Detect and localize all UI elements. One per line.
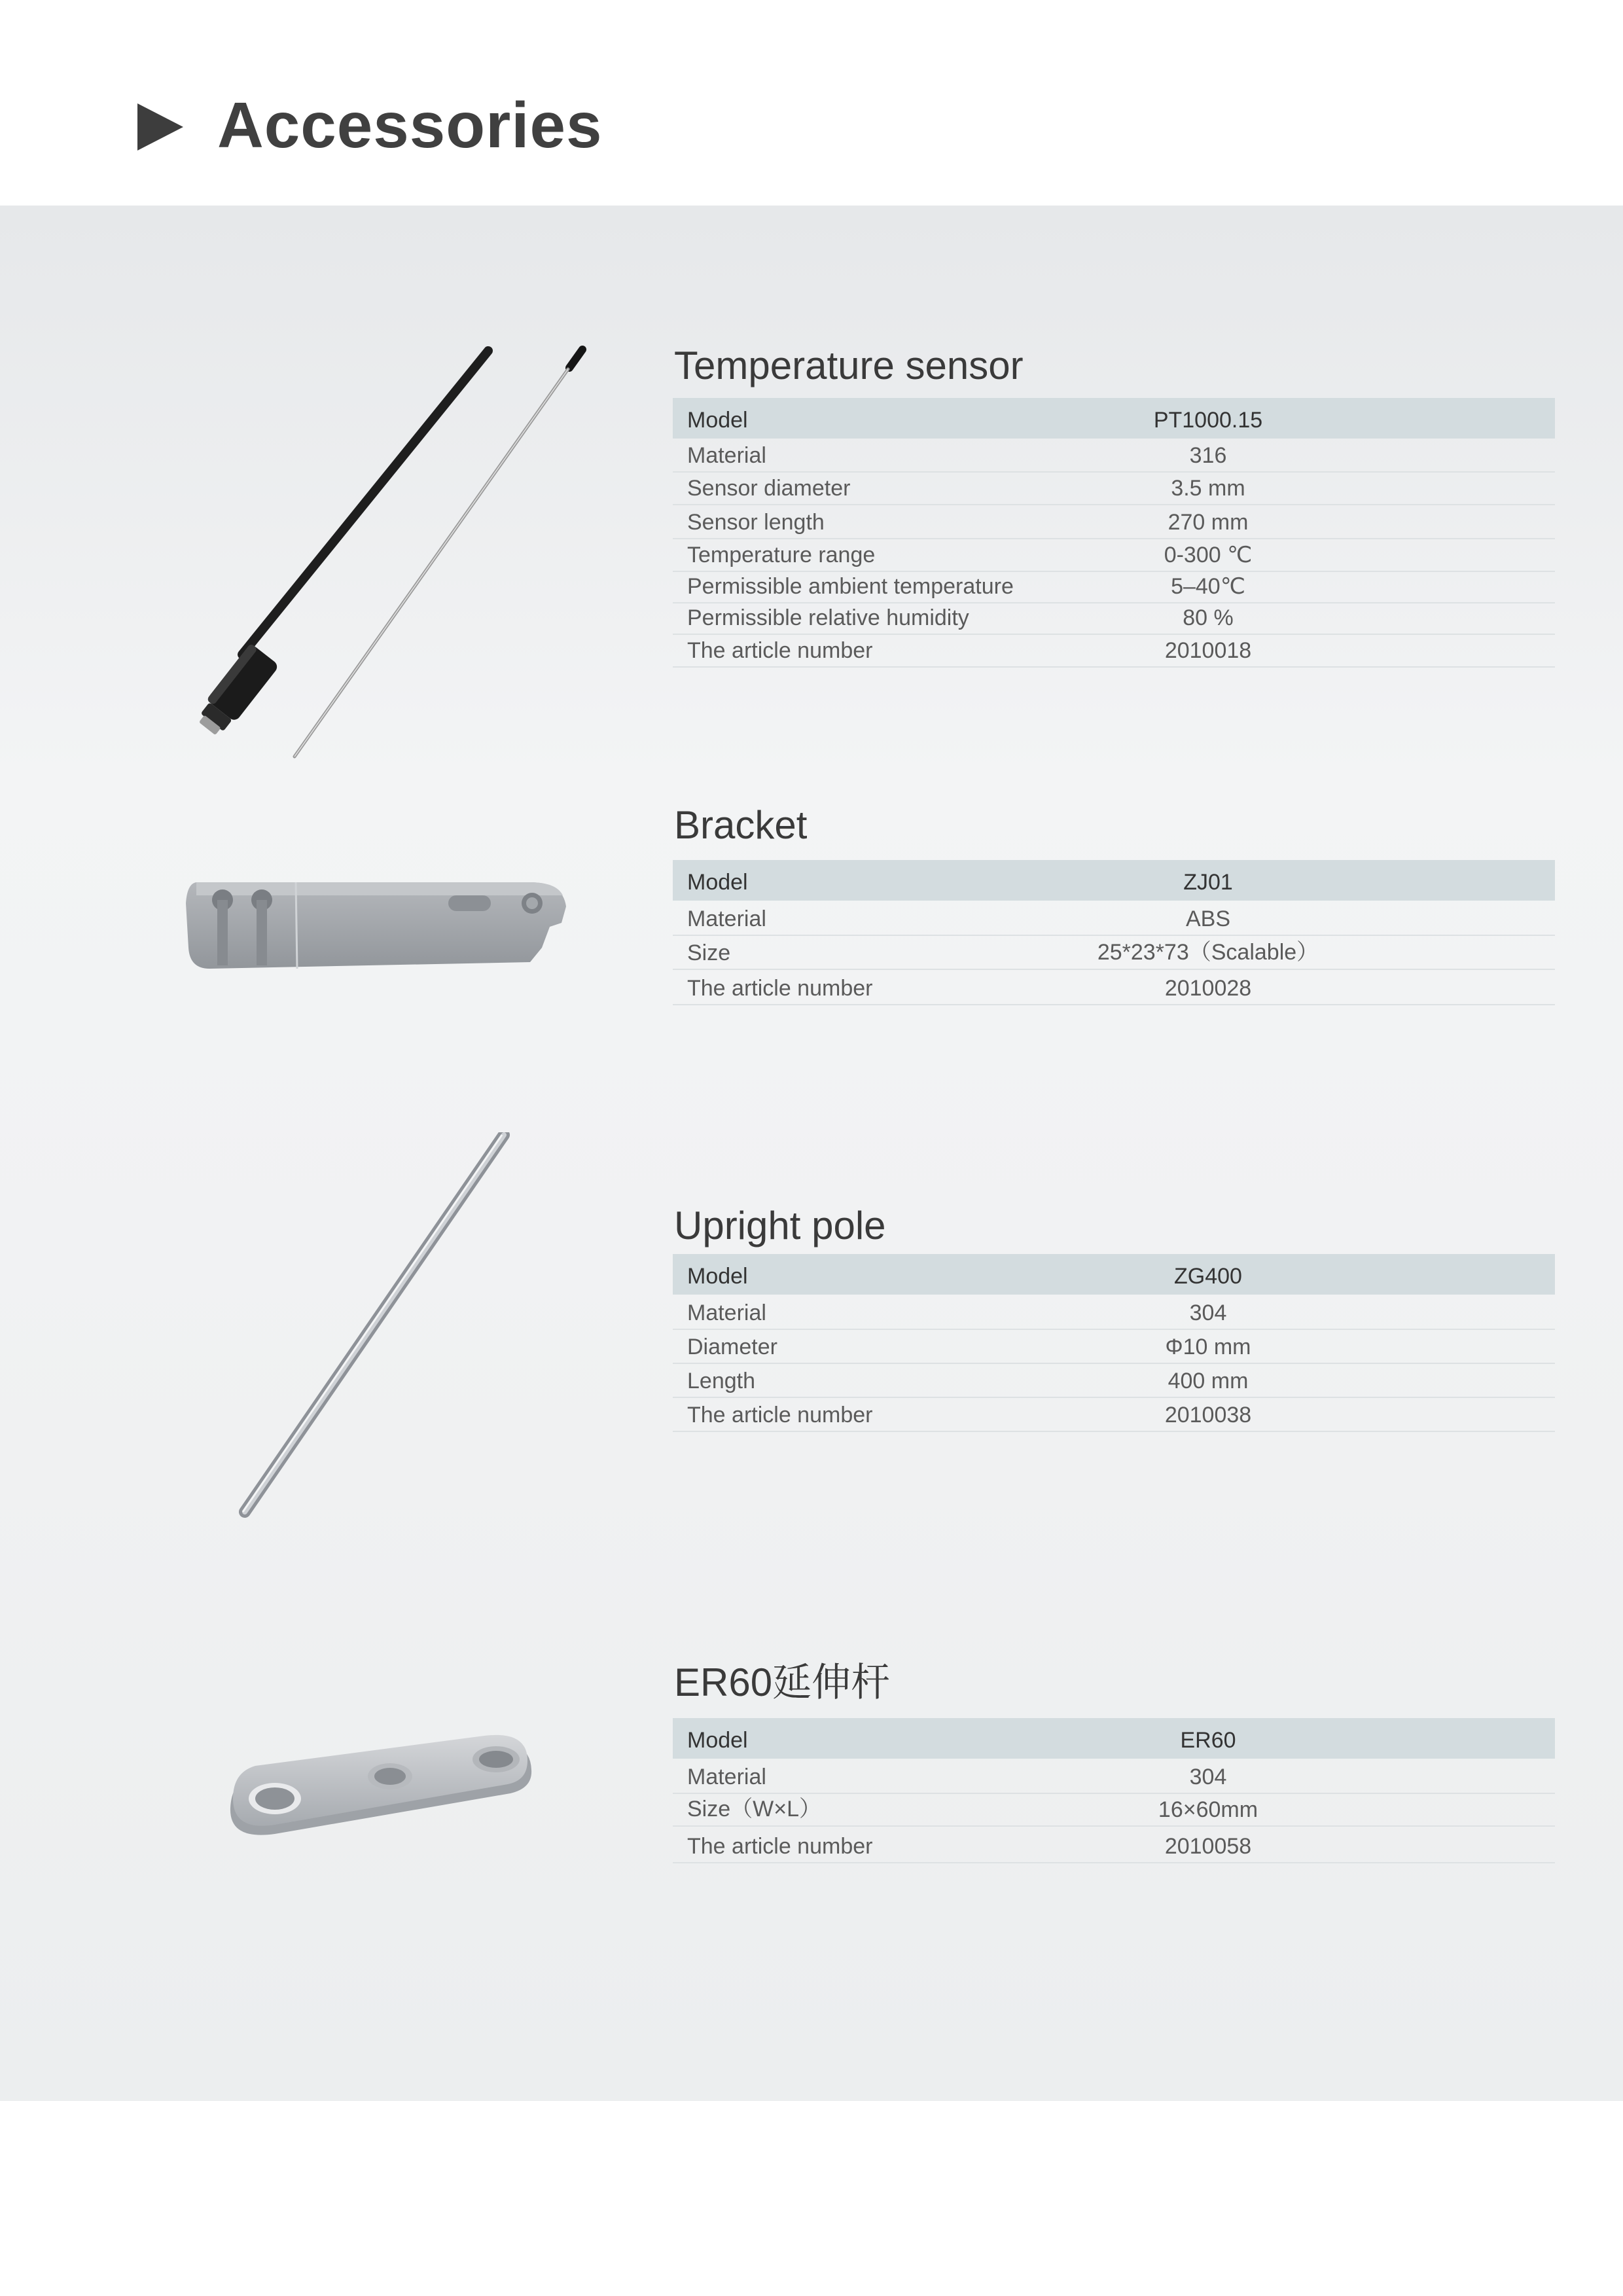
header-value: PT1000.15: [1153, 408, 1263, 433]
section-title-temperature-sensor: Temperature sensor: [674, 344, 1024, 387]
row-label: The article number: [687, 638, 873, 663]
spec-table-er60: [673, 1718, 1555, 1863]
row-value: 270 mm: [1168, 510, 1249, 535]
row-label: Permissible ambient temperature: [687, 574, 1014, 599]
row-value: 2010038: [1164, 1403, 1252, 1427]
table-header-row: [673, 1718, 1555, 1759]
header-label: Model: [687, 870, 748, 895]
row-label: Material: [687, 906, 766, 931]
table-row: [673, 1295, 1555, 1330]
table-row: [673, 439, 1555, 473]
spec-table-bracket: [673, 860, 1555, 1005]
table-row: [673, 1827, 1555, 1863]
table-header-row: [673, 1254, 1555, 1295]
table-header-row: [673, 398, 1555, 439]
row-value: ABS: [1185, 906, 1231, 931]
row-value: 2010018: [1164, 638, 1252, 663]
row-value: 2010028: [1164, 976, 1252, 1001]
row-label: Material: [687, 1300, 766, 1325]
row-label: Sensor diameter: [687, 476, 851, 501]
table-row: [673, 1759, 1555, 1794]
table-row: [673, 1364, 1555, 1398]
row-label: Sensor length: [687, 510, 825, 535]
row-label: The article number: [687, 976, 873, 1001]
row-value: 304: [1189, 1300, 1227, 1325]
table-row: [673, 970, 1555, 1005]
row-value: 304: [1189, 1765, 1227, 1789]
table-row: [673, 473, 1555, 505]
spec-table-temperature-sensor: [673, 398, 1555, 668]
page-footer: [0, 2101, 1623, 2296]
row-value: 0-300 ℃: [1164, 543, 1253, 567]
table-row: [673, 1794, 1555, 1827]
table-row: [673, 901, 1555, 936]
row-value: 5–40℃: [1171, 574, 1245, 599]
table-row: [673, 1330, 1555, 1364]
row-value: 16×60mm: [1158, 1797, 1258, 1822]
bracket-image: [183, 870, 576, 982]
row-value: 25*23*73（Scalable）: [1097, 940, 1319, 965]
row-value: 316: [1189, 443, 1227, 468]
table-row: [673, 539, 1555, 572]
row-label: Material: [687, 1765, 766, 1789]
row-label: The article number: [687, 1834, 873, 1859]
table-row: [673, 1398, 1555, 1432]
header-value: ER60: [1180, 1728, 1236, 1753]
row-value: 80 %: [1183, 605, 1234, 630]
table-row: [673, 936, 1555, 970]
section-title-er60: ER60延伸杆: [674, 1660, 891, 1704]
header-label: Model: [687, 408, 748, 433]
row-label: Size（W×L）: [687, 1797, 821, 1821]
header-label: Model: [687, 1728, 748, 1753]
row-label: Permissible relative humidity: [687, 605, 969, 630]
table-row: [673, 505, 1555, 539]
page-title: Accessories: [217, 89, 603, 161]
page-header: [0, 0, 1623, 206]
extension-rod-image: [223, 1728, 537, 1846]
table-header-row: [673, 860, 1555, 901]
section-title-bracket: Bracket: [674, 803, 808, 847]
upright-pole-image: [229, 1132, 517, 1525]
table-row: [673, 603, 1555, 635]
row-value: 2010058: [1164, 1834, 1252, 1859]
row-label: Diameter: [687, 1335, 777, 1359]
row-value: Φ10 mm: [1165, 1335, 1251, 1359]
temperature-sensor-image: [183, 340, 602, 766]
table-row: [673, 572, 1555, 603]
row-label: The article number: [687, 1403, 873, 1427]
table-row: [673, 635, 1555, 668]
row-label: Length: [687, 1369, 755, 1393]
header-value: ZJ01: [1183, 870, 1233, 895]
row-label: Material: [687, 443, 766, 468]
header-value: ZG400: [1174, 1264, 1242, 1289]
section-title-upright-pole: Upright pole: [674, 1204, 886, 1247]
header-label: Model: [687, 1264, 748, 1289]
row-value: 3.5 mm: [1171, 476, 1245, 501]
row-value: 400 mm: [1168, 1369, 1249, 1393]
spec-table-upright-pole: [673, 1254, 1555, 1432]
triangle-arrow-icon: [137, 103, 183, 151]
row-label: Size: [687, 941, 731, 965]
row-label: Temperature range: [687, 543, 876, 567]
